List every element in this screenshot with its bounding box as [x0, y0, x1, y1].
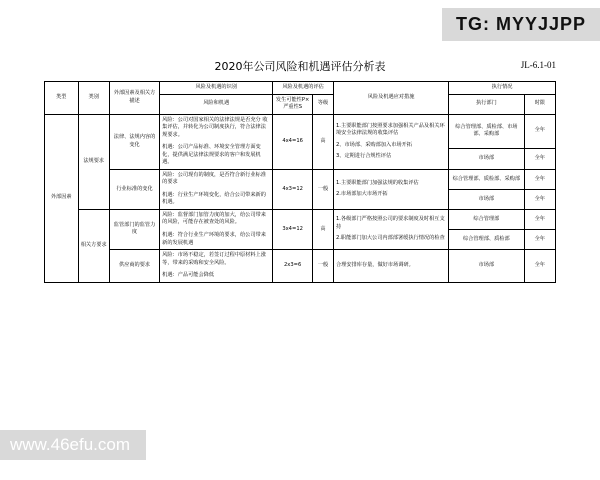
measure-item: 1.主要职能部门按照要求加强相关产品及相关环境安全法律法规的收集评估	[335, 122, 445, 137]
cell-exec-dept-2a: 综合管理部、质检部、采购部	[449, 169, 524, 189]
cell-level-1: 高	[313, 114, 334, 169]
opportunity-text-2: 机遇：行业生产环境变化，给合公司带来新的机遇。	[162, 191, 266, 206]
measure-item: 3、定期进行合规性评估	[335, 153, 392, 160]
cell-term-3b: 全年	[524, 229, 555, 249]
opportunity-text-1: 机遇：公司产品标准、环境安全管理方面变化，提供满足法律法规要求的客户和发展机遇。	[162, 144, 261, 166]
cell-measures-2	[333, 169, 448, 209]
opportunity-text-3: 机遇：符合行业生产环境的要求，给公司带来新的发展机遇	[162, 231, 266, 246]
cell-exec-dept-3a: 综合管理部	[449, 209, 524, 229]
measure-item: 2.市场部加大市场开拓	[335, 191, 388, 198]
table-row	[45, 209, 556, 229]
document-body	[44, 60, 556, 283]
cell-measures-4	[333, 250, 448, 283]
cell-measures-3	[333, 209, 448, 249]
header-evaluation: 风险及机遇的评估	[273, 82, 334, 95]
header-identification: 风险及机遇的识别	[160, 82, 273, 95]
cell-subcategory-1: 法规要求	[78, 114, 109, 209]
cell-risk-opportunity-4	[160, 250, 273, 283]
cell-risk-opportunity-3	[160, 209, 273, 249]
cell-exec-dept-3b: 综合管理部、质检部	[449, 229, 524, 249]
cell-exec-dept-2b: 市场部	[449, 189, 524, 209]
measure-item: 1.各级部门严格按照公司的要求制度及时相互支持	[335, 216, 445, 230]
cell-category: 外部因素	[45, 114, 79, 282]
header-execution: 执行情况	[449, 82, 556, 95]
cell-exec-dept-1b: 市场部	[449, 148, 524, 169]
measure-item: 1.主要职能部门加强法规的收集评估	[335, 179, 419, 186]
cell-level-3: 高	[313, 209, 334, 249]
cell-risk-opportunity-2	[160, 169, 273, 209]
cell-term-3a: 全年	[524, 209, 555, 229]
risk-text-4: 风险：市场不稳定，若签订过程中原材料上涨等，带来的采购和安全风险。	[162, 252, 266, 266]
cell-measures-1	[333, 114, 448, 169]
header-category: 类型	[45, 82, 79, 115]
document-code: JL-6.1-01	[520, 60, 556, 70]
table-row	[45, 250, 556, 283]
cell-term-2a: 全年	[524, 169, 555, 189]
risk-assessment-table	[44, 81, 556, 283]
cell-score-1: 4x4=16	[273, 114, 313, 169]
cell-term-1b: 全年	[524, 148, 555, 169]
header-measures: 风险及机遇应对措施	[333, 82, 448, 115]
cell-exec-dept-4a: 市场部	[449, 250, 524, 283]
cell-risk-opportunity-1	[160, 114, 273, 169]
cell-factor-1: 法律、法规内容的变化	[109, 114, 159, 169]
measure-item: 2、市场部、采购部加入市场开拓	[335, 141, 412, 148]
table-row	[45, 114, 556, 148]
cell-subcategory-2: 相关方要求	[78, 209, 109, 282]
watermark-bottom-left: www.46efu.com	[0, 430, 146, 460]
cell-level-2: 一般	[313, 169, 334, 209]
risk-text-1: 风险：公司对国家相关的法律法规是否充分 收集评估，并转化为公司制度执行，符合法律法规要求。	[162, 116, 268, 138]
cell-factor-3: 监管部门的监管力度	[109, 209, 159, 249]
cell-term-1a: 全年	[524, 114, 555, 148]
header-subcategory: 类别	[78, 82, 109, 115]
measure-item: 2.职能部门加大公司内部部署缓执行情况的检查	[335, 235, 445, 242]
cell-factor-2: 行业标准的变化	[109, 169, 159, 209]
cell-term-2b: 全年	[524, 189, 555, 209]
header-evaluation-sub1: 发生可能性P×严重性S	[273, 94, 313, 114]
header-identification-sub: 风险和机遇	[160, 94, 273, 114]
watermark-top-right: TG: MYYJJPP	[442, 8, 600, 41]
table-header-row-1	[45, 82, 556, 95]
cell-term-4a: 全年	[524, 250, 555, 283]
page-title: 2020年公司风险和机遇评估分析表	[214, 60, 386, 73]
cell-factor-4: 供应商的要求	[109, 250, 159, 283]
opportunity-text-4: 机遇：产品可能会降低	[162, 272, 215, 279]
header-exec-term: 时限	[524, 94, 555, 114]
cell-score-3: 3x4=12	[273, 209, 313, 249]
header-exec-dept: 执行部门	[449, 94, 524, 114]
title-row	[44, 60, 556, 78]
cell-exec-dept-1a: 综合管理部、质检部、市场部、采购部	[449, 114, 524, 148]
cell-score-4: 2x3=6	[273, 250, 313, 283]
header-evaluation-sub2: 等级	[313, 94, 334, 114]
cell-level-4: 一般	[313, 250, 334, 283]
risk-text-2: 风险：公司现有的制度，是否符合新行业标准的要求	[162, 171, 266, 186]
cell-score-2: 4x3=12	[273, 169, 313, 209]
header-external-factors: 外部因素及相关方描述	[109, 82, 159, 115]
table-row	[45, 169, 556, 189]
measure-item: 合理安排库存量，做好市场调研。	[335, 262, 414, 269]
risk-text-3: 风险：监督部门加管力度的加大，给公司带来的风险，可能存在被查处的风险。	[162, 211, 266, 226]
